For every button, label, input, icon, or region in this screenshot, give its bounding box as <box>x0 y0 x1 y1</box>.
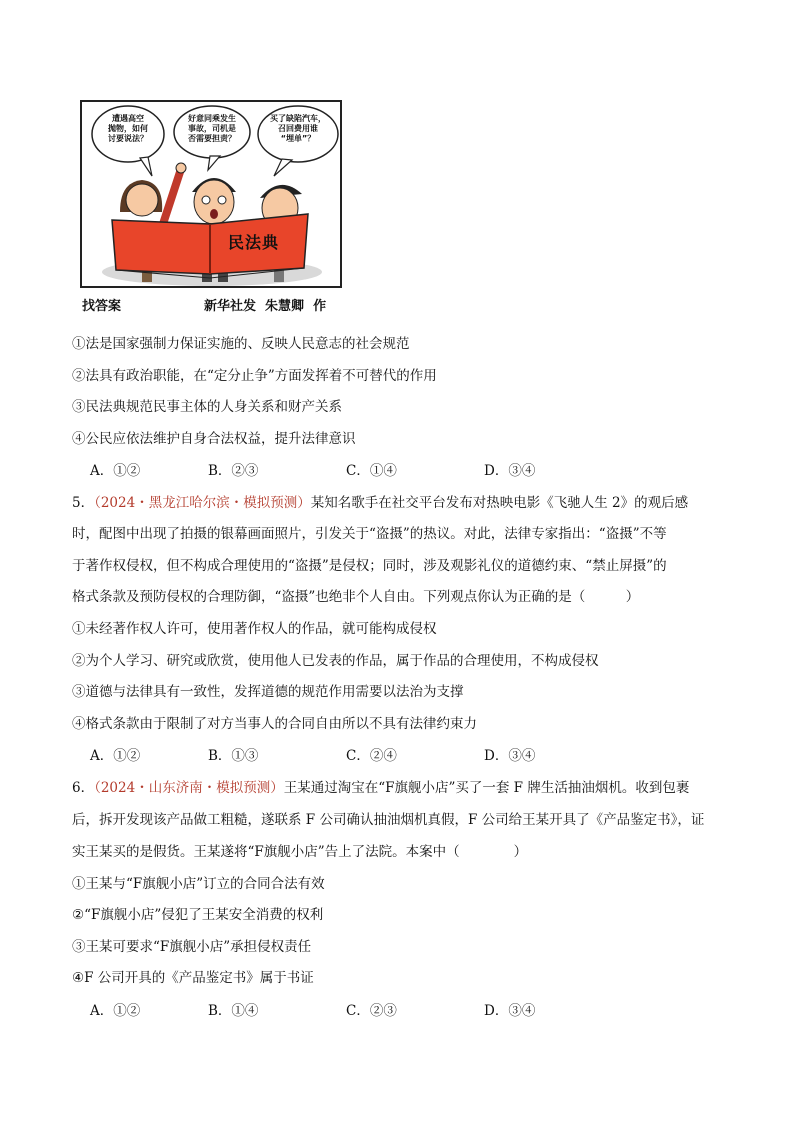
q5-option-a[interactable]: A．①② <box>90 748 141 764</box>
cartoon-caption-title: 找答案 <box>82 299 122 314</box>
cartoon-caption-credit: 新华社发 朱慧卿 作 <box>204 299 327 314</box>
q6-statement-3: ③王某可要求“F旗舰小店”承担侵权责任 <box>72 939 312 955</box>
q5-stem-line-3: 于著作权侵权，但不构成合理使用的“盗摄”是侵权；同时，涉及观影礼仪的道德约束、“禁止屏摄”的 <box>72 558 667 574</box>
q4-option-b[interactable]: B．②③ <box>208 463 259 479</box>
bubble-3-text: 买了缺陷汽车， 召回费用谁 “埋单”？ <box>270 114 326 143</box>
q6-option-a[interactable]: A．①② <box>90 1003 141 1019</box>
q6-option-c[interactable]: C．②③ <box>346 1003 397 1019</box>
q5-stem-line-2: 时，配图中出现了拍摄的银幕画面照片，引发关于“盗摄”的热议。对此，法律专家指出：“盗摄”不等 <box>72 526 667 542</box>
q6-statement-1: ①王某与“F旗舰小店”订立的合同合法有效 <box>72 876 325 892</box>
cartoon-figure <box>80 100 342 288</box>
q5-stem-line-4: 格式条款及预防侵权的合理防御，“盗摄”也绝非个人自由。下列观点你认为正确的是（ ） <box>72 589 640 605</box>
q6-statement-2: ②“F旗舰小店”侵犯了王某安全消费的权利 <box>72 907 324 923</box>
q4-statement-4: ④公民应依法维护自身合法权益，提升法律意识 <box>72 431 356 447</box>
q6-statement-4: ④F 公司开具的《产品鉴定书》属于书证 <box>72 970 314 986</box>
q4-option-a[interactable]: A．①② <box>90 463 141 479</box>
q5-statement-3: ③道德与法律具有一致性，发挥道德的规范作用需要以法治为支撑 <box>72 684 464 700</box>
bubble-1-text: 遭遇高空 抛物，如何 讨要说法？ <box>108 114 148 143</box>
q5-statement-4: ④格式条款由于限制了对方当事人的合同自由所以不具有法律约束力 <box>72 716 477 732</box>
q4-statement-1: ①法是国家强制力保证实施的、反映人民意志的社会规范 <box>72 336 410 352</box>
q4-option-d[interactable]: D．③④ <box>484 463 536 479</box>
bubble-2-text: 好意同乘发生 事故，司机是 否需要担责？ <box>188 114 236 143</box>
q6-stem-line-2: 后，拆开发现该产品做工粗糙，遂联系 F 公司确认抽油烟机真假，F 公司给王某开具了《产品鉴定书》，证 <box>72 812 705 828</box>
q5-option-b[interactable]: B．①③ <box>208 748 259 764</box>
q5-stem-text-1: 某知名歌手在社交平台发布对热映电影《飞驰人生 2》的观后感 <box>310 495 689 511</box>
q4-statement-3: ③民法典规范民事主体的人身关系和财产关系 <box>72 399 342 415</box>
q6-option-b[interactable]: B．①④ <box>208 1003 259 1019</box>
q5-option-d[interactable]: D．③④ <box>484 748 536 764</box>
q6-stem-line-3: 实王某买的是假货。王某遂将“F旗舰小店”告上了法院。本案中（ ） <box>72 844 528 860</box>
q6-option-d[interactable]: D．③④ <box>484 1003 536 1019</box>
q6-stem-line-1 <box>72 778 689 798</box>
q5-source: （2024・黑龙江哈尔滨・模拟预测） <box>94 495 311 511</box>
book-title: 民法典 <box>228 233 280 252</box>
q6-source: （2024・山东济南・模拟预测） <box>94 780 284 796</box>
q5-option-c[interactable]: C．②④ <box>346 748 397 764</box>
q4-option-c[interactable]: C．①④ <box>346 463 397 479</box>
q4-statement-2: ②法具有政治职能，在“定分止争”方面发挥着不可替代的作用 <box>72 368 437 384</box>
q5-number: 5． <box>72 495 95 511</box>
q6-stem-text-1: 王某通过淘宝在“F旗舰小店”买了一套 F 牌生活抽油烟机。收到包裹 <box>283 780 690 796</box>
q5-statement-1: ①未经著作权人许可，使用著作权人的作品，就可能构成侵权 <box>72 621 437 637</box>
q5-statement-2: ②为个人学习、研究或欣赏，使用他人已发表的作品，属于作品的合理使用，不构成侵权 <box>72 653 599 669</box>
q6-number: 6． <box>72 780 95 796</box>
q5-stem-line-1 <box>72 493 688 513</box>
